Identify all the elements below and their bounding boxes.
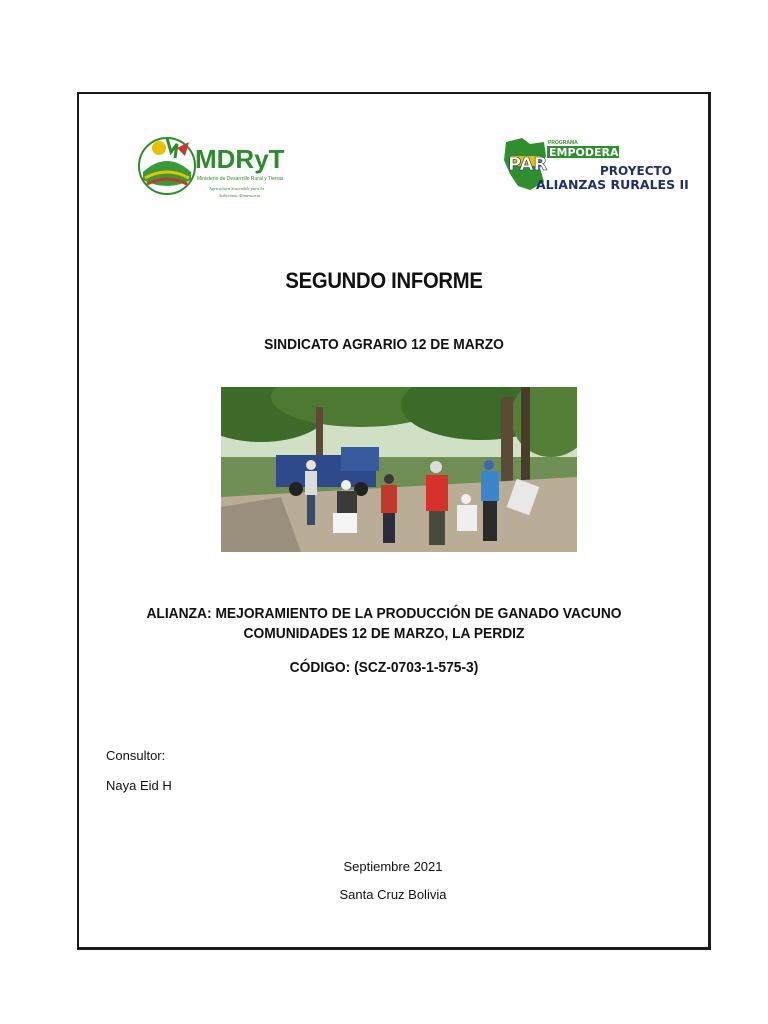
document-title: SEGUNDO INFORME	[285, 268, 483, 293]
svg-text:EMPODERAR: EMPODERAR	[549, 146, 627, 159]
par-mark: PAR	[508, 154, 548, 175]
par-empoderar-logo	[500, 134, 690, 196]
mdryt-logo	[137, 130, 287, 202]
consultor-label: Consultor:	[106, 748, 166, 763]
alianza-line-2: COMUNIDADES 12 DE MARZO, LA PERDIZ	[243, 625, 525, 642]
document-subtitle: SINDICATO AGRARIO 12 DE MARZO	[264, 336, 504, 353]
cover-photo	[221, 387, 577, 552]
svg-text:PROGRAMA: PROGRAMA	[548, 140, 578, 146]
consultor-name: Naya Eid H	[106, 778, 172, 793]
mdryt-logo-text: MDRyT	[195, 144, 285, 174]
svg-text:PROYECTO: PROYECTO	[600, 164, 672, 178]
alianza-line-1: ALIANZA: MEJORAMIENTO DE LA PRODUCCIÓN DE GANADO VACUNO	[146, 605, 622, 622]
document-date: Septiembre 2021	[343, 859, 443, 874]
alianza-block	[31, 604, 738, 644]
svg-text:ALIANZAS RURALES II: ALIANZAS RURALES II	[536, 177, 689, 192]
document-place: Santa Cruz Bolivia	[339, 887, 447, 902]
svg-text:Ministerio de Desarrollo Rural: Ministerio de Desarrollo Rural y Tierras	[197, 176, 284, 182]
svg-text:Agricultura Sostenible para la: Agricultura Sostenible para la	[209, 186, 264, 191]
svg-text:Soberanía Alimentaria: Soberanía Alimentaria	[219, 193, 261, 198]
codigo-line: CÓDIGO: (SCZ-0703-1-575-3)	[289, 659, 479, 676]
